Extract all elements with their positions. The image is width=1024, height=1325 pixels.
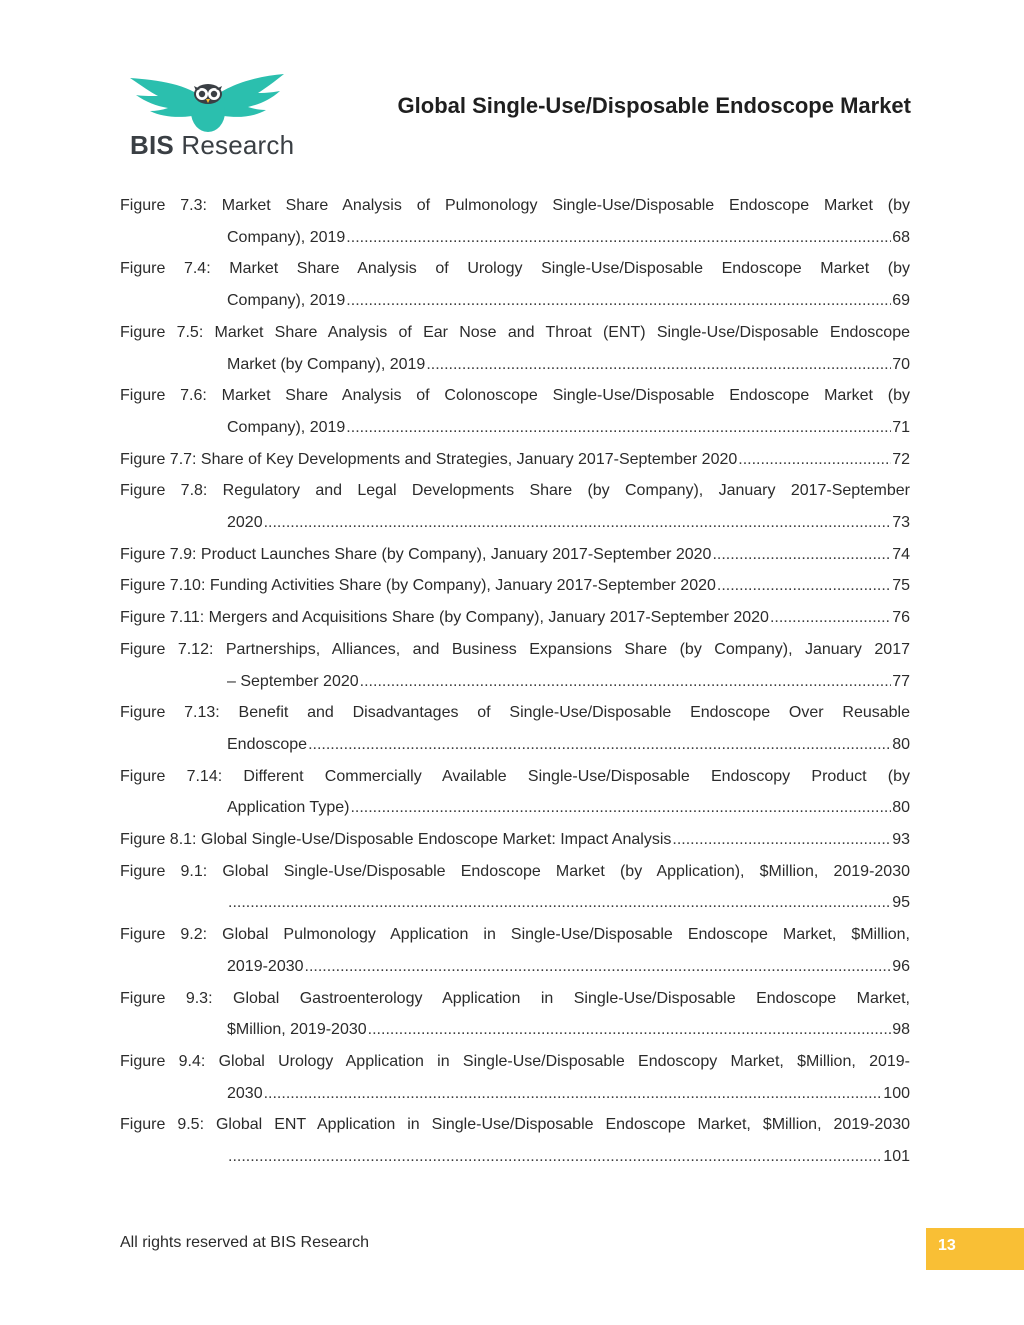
toc-entry-title: Figure 9.5: Global ENT Application in Single-Use/Disposable Endoscope Market, $Million, 2019-2030 xyxy=(120,1116,910,1134)
toc-page-number: 80 xyxy=(892,735,910,753)
toc-entry-title: Figure 7.10: Funding Activities Share (by Company), January 2017-September 2020 xyxy=(120,577,716,595)
toc-entry[interactable] xyxy=(120,380,910,443)
toc-entry[interactable] xyxy=(120,602,910,634)
toc-entry-title: Figure 7.8: Regulatory and Legal Developments Share (by Company), January 2017-September xyxy=(120,482,910,500)
toc-entry-title: Figure 7.4: Market Share Analysis of Urology Single-Use/Disposable Endoscope Market (by xyxy=(120,260,910,278)
owl-logo-icon xyxy=(128,70,288,136)
toc-page-number: 73 xyxy=(892,514,910,532)
toc-entry[interactable] xyxy=(120,761,910,824)
toc-entry[interactable] xyxy=(120,190,910,253)
dot-leader xyxy=(426,349,891,381)
dot-leader xyxy=(360,666,892,698)
toc-entry-title: Figure 7.3: Market Share Analysis of Pulmonology Single-Use/Disposable Endoscope Market (by xyxy=(120,197,910,214)
toc-entry[interactable] xyxy=(120,1109,910,1172)
dot-leader xyxy=(264,1078,883,1110)
toc-page-number: 72 xyxy=(892,450,910,468)
footer-rights: All rights reserved at BIS Research xyxy=(120,1234,369,1251)
toc-entry[interactable] xyxy=(120,697,910,760)
page-number-badge xyxy=(926,1228,1024,1270)
toc-entry-continuation-text: Market (by Company), 2019 xyxy=(227,355,426,373)
toc-entry-title: Figure 9.4: Global Urology Application in Single-Use/Disposable Endoscopy Market, $Million, 2019- xyxy=(120,1052,910,1070)
dot-leader xyxy=(368,1014,892,1046)
toc-entry[interactable] xyxy=(120,444,910,476)
toc-entry-continuation xyxy=(120,285,910,317)
dot-leader xyxy=(770,602,891,634)
dot-leader xyxy=(346,222,891,254)
toc-page-number: 101 xyxy=(883,1148,910,1166)
toc-entry-title: Figure 9.3: Global Gastroenterology Application in Single-Use/Disposable Endoscope Market, xyxy=(120,989,910,1007)
toc-entry[interactable] xyxy=(120,824,910,856)
toc-entry-title: Figure 7.9: Product Launches Share (by Company), January 2017-September 2020 xyxy=(120,545,712,563)
toc-entry-title: Figure 7.14: Different Commercially Available Single-Use/Disposable Endoscopy Product (by xyxy=(120,767,910,785)
toc-entry-continuation xyxy=(120,349,910,381)
toc-page-number: 100 xyxy=(883,1084,910,1102)
toc-entry-continuation xyxy=(120,1014,910,1046)
dot-leader xyxy=(228,887,891,919)
toc-page-number: 74 xyxy=(892,545,910,563)
document-title: Global Single-Use/Disposable Endoscope Market xyxy=(397,93,911,118)
bis-research-logo xyxy=(128,70,295,162)
page-number: 13 xyxy=(938,1237,956,1254)
toc-entry-title: Figure 7.11: Mergers and Acquisitions Share (by Company), January 2017-September 2020 xyxy=(120,609,769,627)
toc-entry-title: Figure 7.5: Market Share Analysis of Ear Nose and Throat (ENT) Single-Use/Disposable Endoscope xyxy=(120,323,910,341)
toc-entry[interactable] xyxy=(120,317,910,380)
toc-entry-title: Figure 7.12: Partnerships, Alliances, and Business Expansions Share (by Company), January 2017 xyxy=(120,640,910,658)
toc-entry[interactable] xyxy=(120,475,910,538)
toc-entry-continuation-text: 2019-2030 xyxy=(227,957,304,975)
logo-bis-text: BIS xyxy=(130,130,174,160)
toc-entry[interactable] xyxy=(120,253,910,316)
toc-entry-continuation-text: 2020 xyxy=(227,514,263,532)
toc-entry-title: Figure 8.1: Global Single-Use/Disposable Endoscope Market: Impact Analysis xyxy=(120,831,672,849)
toc-page-number: 76 xyxy=(892,609,910,627)
toc-page-number: 69 xyxy=(892,292,910,310)
toc-entry-continuation xyxy=(120,887,910,919)
toc-entry-title: Figure 7.6: Market Share Analysis of Colonoscope Single-Use/Disposable Endoscope Market (by xyxy=(120,387,910,405)
logo-wordmark xyxy=(130,130,294,161)
toc-page-number: 96 xyxy=(892,957,910,975)
toc-page-number: 75 xyxy=(892,577,910,595)
dot-leader xyxy=(308,729,891,761)
dot-leader xyxy=(712,539,891,571)
toc-entry-continuation-text: Company), 2019 xyxy=(227,292,346,310)
toc-page-number: 68 xyxy=(892,228,910,246)
toc-page-number: 70 xyxy=(892,355,910,373)
toc-entry-continuation xyxy=(120,1078,910,1110)
toc-entry-continuation-text: Company), 2019 xyxy=(227,228,346,246)
dot-leader xyxy=(305,951,892,983)
toc-entry-continuation xyxy=(120,729,910,761)
dot-leader xyxy=(228,1141,882,1173)
table-of-figures xyxy=(120,190,910,1173)
toc-page-number: 71 xyxy=(892,418,910,436)
toc-entry-title: Figure 9.1: Global Single-Use/Disposable Endoscope Market (by Application), $Million, 2019-2030 xyxy=(120,862,910,880)
dot-leader xyxy=(264,507,892,539)
toc-entry[interactable] xyxy=(120,983,910,1046)
toc-entry-title: Figure 7.13: Benefit and Disadvantages of Single-Use/Disposable Endoscope Over Reusable xyxy=(120,704,910,722)
toc-page-number: 77 xyxy=(892,672,910,690)
logo-research-text: Research xyxy=(173,130,295,160)
toc-entry[interactable] xyxy=(120,1046,910,1109)
toc-entry-continuation xyxy=(120,792,910,824)
toc-entry-continuation xyxy=(120,951,910,983)
dot-leader xyxy=(346,412,891,444)
toc-entry[interactable] xyxy=(120,919,910,982)
toc-entry-title: Figure 9.2: Global Pulmonology Application in Single-Use/Disposable Endoscope Market, $Million, xyxy=(120,926,910,944)
dot-leader xyxy=(672,824,891,856)
toc-entry-continuation xyxy=(120,666,910,698)
dot-leader xyxy=(738,444,891,476)
toc-entry-continuation xyxy=(120,412,910,444)
dot-leader xyxy=(346,285,891,317)
toc-entry-continuation xyxy=(120,507,910,539)
toc-entry[interactable] xyxy=(120,570,910,602)
dot-leader xyxy=(717,570,891,602)
toc-page-number: 98 xyxy=(892,1021,910,1039)
toc-entry-continuation-text: $Million, 2019-2030 xyxy=(227,1021,367,1039)
toc-entry-continuation xyxy=(120,222,910,254)
toc-entry-continuation-text: – September 2020 xyxy=(227,672,359,690)
toc-entry-continuation xyxy=(120,1141,910,1173)
toc-entry-continuation-text: Company), 2019 xyxy=(227,418,346,436)
dot-leader xyxy=(350,792,891,824)
toc-entry-continuation-text: Application Type) xyxy=(227,799,350,817)
toc-entry[interactable] xyxy=(120,634,910,697)
toc-entry[interactable] xyxy=(120,856,910,919)
toc-page-number: 80 xyxy=(892,799,910,817)
toc-entry-title: Figure 7.7: Share of Key Developments and Strategies, January 2017-September 2020 xyxy=(120,450,738,468)
toc-entry-continuation-text: Endoscope xyxy=(227,735,308,753)
toc-entry-continuation-text: 2030 xyxy=(227,1084,263,1102)
toc-page-number: 95 xyxy=(892,894,910,912)
toc-page-number: 93 xyxy=(892,831,910,849)
toc-entry[interactable] xyxy=(120,539,910,571)
